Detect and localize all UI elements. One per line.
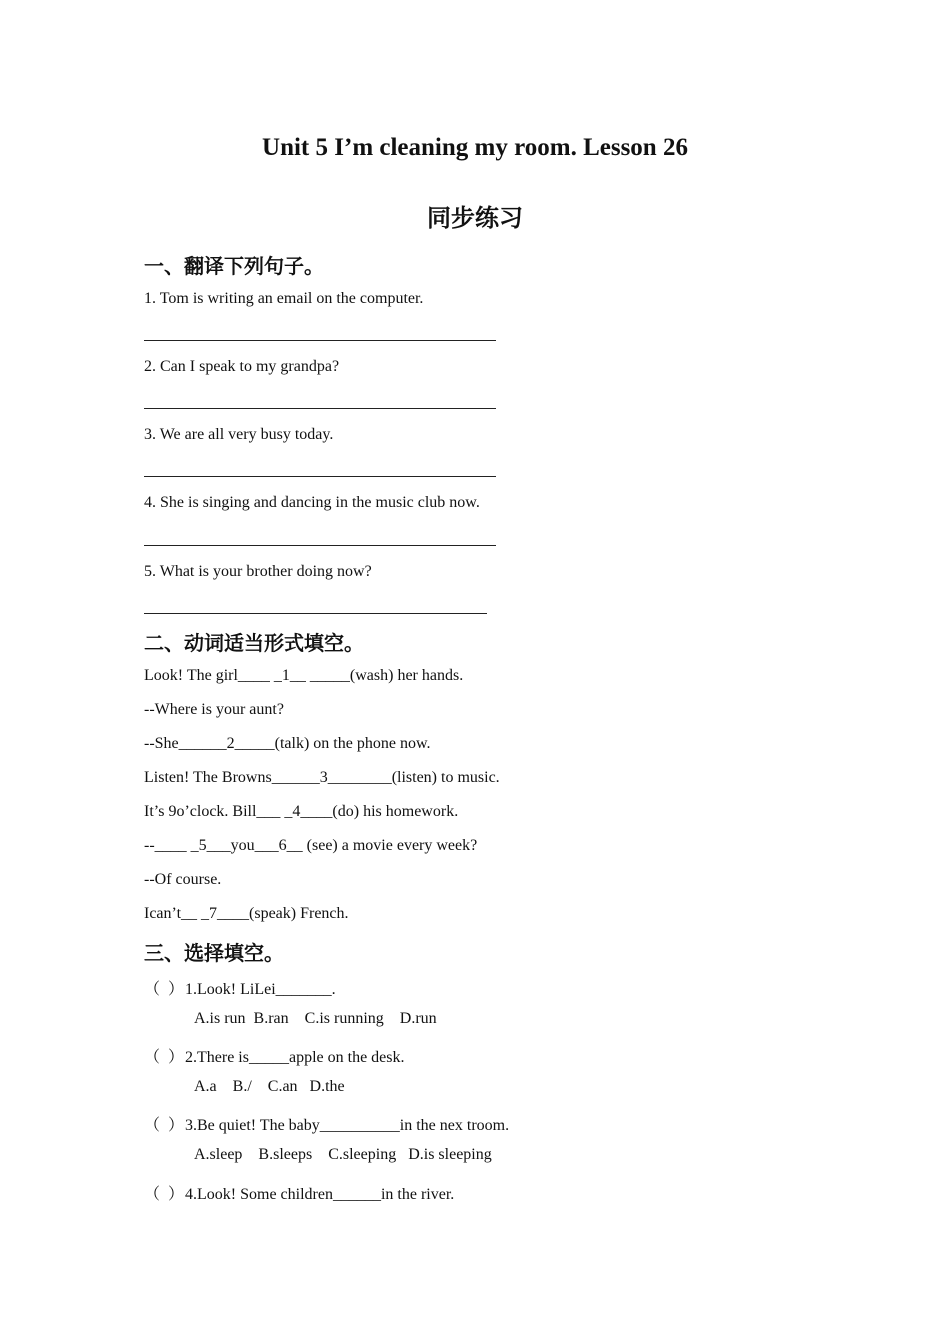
fill-item: Listen! The Browns______3________(listen) to music. [144,769,500,786]
fill-item: Look! The girl____ _1__ _____(wash) her hands. [144,667,464,684]
section1-heading: 一、翻译下列句子。 [144,254,324,278]
answer-parentheses[interactable]: （ ） [144,1117,185,1134]
fill-item: --Where is your aunt? [144,701,284,718]
section3-heading: 三、选择填空。 [144,941,284,965]
answer-line-5[interactable] [144,613,487,614]
translate-item-2: 2. Can I speak to my grandpa? [144,358,340,375]
section2-heading: 二、动词适当形式填空。 [144,631,364,655]
page-subtitle: 同步练习 [427,204,523,232]
choice-question-3 [144,1112,509,1135]
fill-item: Ican’t__ _7____(speak) French. [144,905,349,922]
fill-item: --Of course. [144,871,222,888]
fill-item: It’s 9o’clock. Bill___ _4____(do) his homework. [144,803,459,820]
choice-question-1 [144,976,336,999]
question-text: 2.There is_____apple on the desk. [185,1049,405,1066]
choice-question-2 [144,1044,405,1067]
question-text: 1.Look! LiLei_______. [185,981,336,998]
choice-question-4 [144,1181,454,1204]
page-title: Unit 5 I’m cleaning my room. Lesson 26 [262,134,688,161]
answer-line-4[interactable] [144,545,496,546]
choice-options-2: A.a B./ C.an D.the [194,1078,345,1095]
question-text: 4.Look! Some children______in the river. [185,1186,455,1203]
choice-options-1: A.is run B.ran C.is running D.run [194,1010,437,1027]
translate-item-4: 4. She is singing and dancing in the music club now. [144,494,480,511]
answer-line-2[interactable] [144,408,496,409]
question-text: 3.Be quiet! The baby__________in the nex troom. [185,1117,510,1134]
answer-line-3[interactable] [144,476,496,477]
answer-line-1[interactable] [144,340,496,341]
fill-item: --____ _5___you___6__ (see) a movie every week? [144,837,478,854]
translate-item-3: 3. We are all very busy today. [144,426,334,443]
fill-item: --She______2_____(talk) on the phone now. [144,735,431,752]
translate-item-1: 1. Tom is writing an email on the computer. [144,290,424,307]
answer-parentheses[interactable]: （ ） [144,1049,185,1066]
answer-parentheses[interactable]: （ ） [144,1186,185,1203]
answer-parentheses[interactable]: （ ） [144,981,185,998]
translate-item-5: 5. What is your brother doing now? [144,563,372,580]
choice-options-3: A.sleep B.sleeps C.sleeping D.is sleeping [194,1146,492,1163]
